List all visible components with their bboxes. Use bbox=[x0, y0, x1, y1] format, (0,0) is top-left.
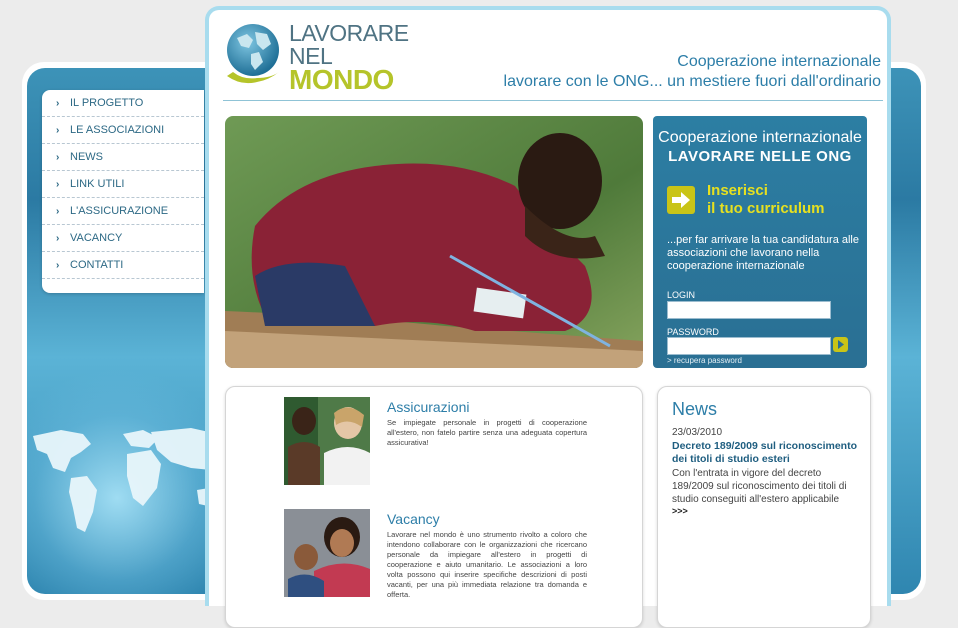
news-heading: News bbox=[672, 399, 718, 419]
site-header bbox=[223, 18, 883, 101]
news-read-more-link[interactable]: >>> bbox=[672, 506, 688, 516]
chevron-right-icon: › bbox=[56, 178, 60, 190]
chevron-right-icon: › bbox=[56, 205, 60, 217]
article-text-vacancy: Lavorare nel mondo è uno strumento rivolto a coloro che intendono collaborare con le organizzazioni che ricercano personale da impiegare all'estero in progetti di cooperazione e aiuto umanitario. Le associazioni a loro volta possono qui inserire specifiche descrizioni di posti vacanti, per una più immediata relazione tra domanda e offerta. bbox=[387, 530, 587, 599]
logo-wordmark bbox=[289, 20, 409, 95]
article-title-vacancy[interactable]: Vacancy bbox=[387, 511, 440, 527]
insert-cv-line-2: il tuo curriculum bbox=[707, 200, 825, 217]
tagline-line-1: Cooperazione internazionale bbox=[677, 53, 881, 70]
article-title-assicurazioni[interactable]: Assicurazioni bbox=[387, 399, 470, 415]
globe-hand-icon bbox=[223, 22, 285, 88]
menu-item-label: CONTATTI bbox=[70, 259, 124, 271]
login-label: LOGIN bbox=[667, 290, 696, 300]
logo-line-1: LAVORARE bbox=[289, 20, 409, 46]
site-logo[interactable] bbox=[223, 22, 285, 93]
logo-line-2: NEL bbox=[289, 43, 333, 69]
insert-cv-line-1: Inserisci bbox=[707, 182, 768, 199]
chevron-right-icon: › bbox=[56, 151, 60, 163]
news-date: 23/03/2010 bbox=[672, 427, 723, 438]
tagline-line-2: lavorare con le ONG... un mestiere fuori dall'ordinario bbox=[503, 73, 881, 90]
cv-box-title: Cooperazione internazionale bbox=[658, 129, 862, 146]
menu-item-link-utili[interactable] bbox=[42, 171, 204, 198]
site-tagline bbox=[504, 52, 881, 92]
password-input[interactable] bbox=[667, 337, 831, 355]
chevron-right-icon: › bbox=[56, 259, 60, 271]
news-summary: Con l'entrata in vigore del decreto 189/2009 sul riconoscimento dei titoli di studio conseguiti all'estero applicabile bbox=[672, 468, 847, 505]
vacancy-photo bbox=[284, 509, 370, 597]
menu-item-news[interactable] bbox=[42, 144, 204, 171]
menu-item-label: LINK UTILI bbox=[70, 178, 125, 190]
curriculum-login-box bbox=[653, 116, 867, 368]
menu-item-label: VACANCY bbox=[70, 232, 123, 244]
cv-box-subtitle: LAVORARE NELLE ONG bbox=[668, 148, 852, 165]
assicurazioni-photo bbox=[284, 397, 370, 485]
menu-item-il-progetto[interactable] bbox=[42, 90, 204, 117]
insert-cv-link[interactable] bbox=[707, 182, 825, 218]
chevron-right-icon: › bbox=[56, 124, 60, 136]
child-writing-photo bbox=[225, 116, 643, 368]
password-label: PASSWORD bbox=[667, 327, 719, 337]
menu-item-label: LE ASSOCIAZIONI bbox=[70, 124, 165, 136]
menu-item-label: NEWS bbox=[70, 151, 103, 163]
menu-item-label: IL PROGETTO bbox=[70, 97, 144, 109]
chevron-right-icon bbox=[837, 340, 845, 349]
hero-photo bbox=[225, 116, 643, 368]
menu-item-label: L'ASSICURAZIONE bbox=[70, 205, 169, 217]
chevron-right-icon: › bbox=[56, 97, 60, 109]
login-input[interactable] bbox=[667, 301, 831, 319]
news-panel bbox=[657, 386, 871, 628]
cv-description: ...per far arrivare la tua candidatura alle associazioni che lavorano nella cooperazione internazionale bbox=[667, 234, 859, 272]
menu-item-vacancy[interactable] bbox=[42, 225, 204, 252]
menu-item-contatti[interactable] bbox=[42, 252, 204, 279]
main-menu bbox=[42, 90, 204, 293]
logo-line-3: MONDO bbox=[289, 64, 394, 95]
insert-cv-button[interactable] bbox=[667, 186, 695, 214]
menu-item-assicurazione[interactable] bbox=[42, 198, 204, 225]
login-submit-button[interactable] bbox=[833, 337, 848, 352]
menu-item-le-associazioni[interactable] bbox=[42, 117, 204, 144]
recover-password-link[interactable]: > recupera password bbox=[667, 356, 742, 365]
arrow-right-icon bbox=[672, 192, 690, 208]
main-page bbox=[205, 6, 891, 606]
world-map-graphic bbox=[31, 428, 231, 558]
news-title-link[interactable]: Decreto 189/2009 sul riconoscimento dei titoli di studio esteri bbox=[672, 440, 857, 465]
article-text-assicurazioni: Se impiegate personale in progetti di cooperazione all'estero, non fatelo partire senza una adeguata copertura assicurativa! bbox=[387, 418, 587, 447]
chevron-right-icon: › bbox=[56, 232, 60, 244]
articles-panel bbox=[225, 386, 643, 628]
